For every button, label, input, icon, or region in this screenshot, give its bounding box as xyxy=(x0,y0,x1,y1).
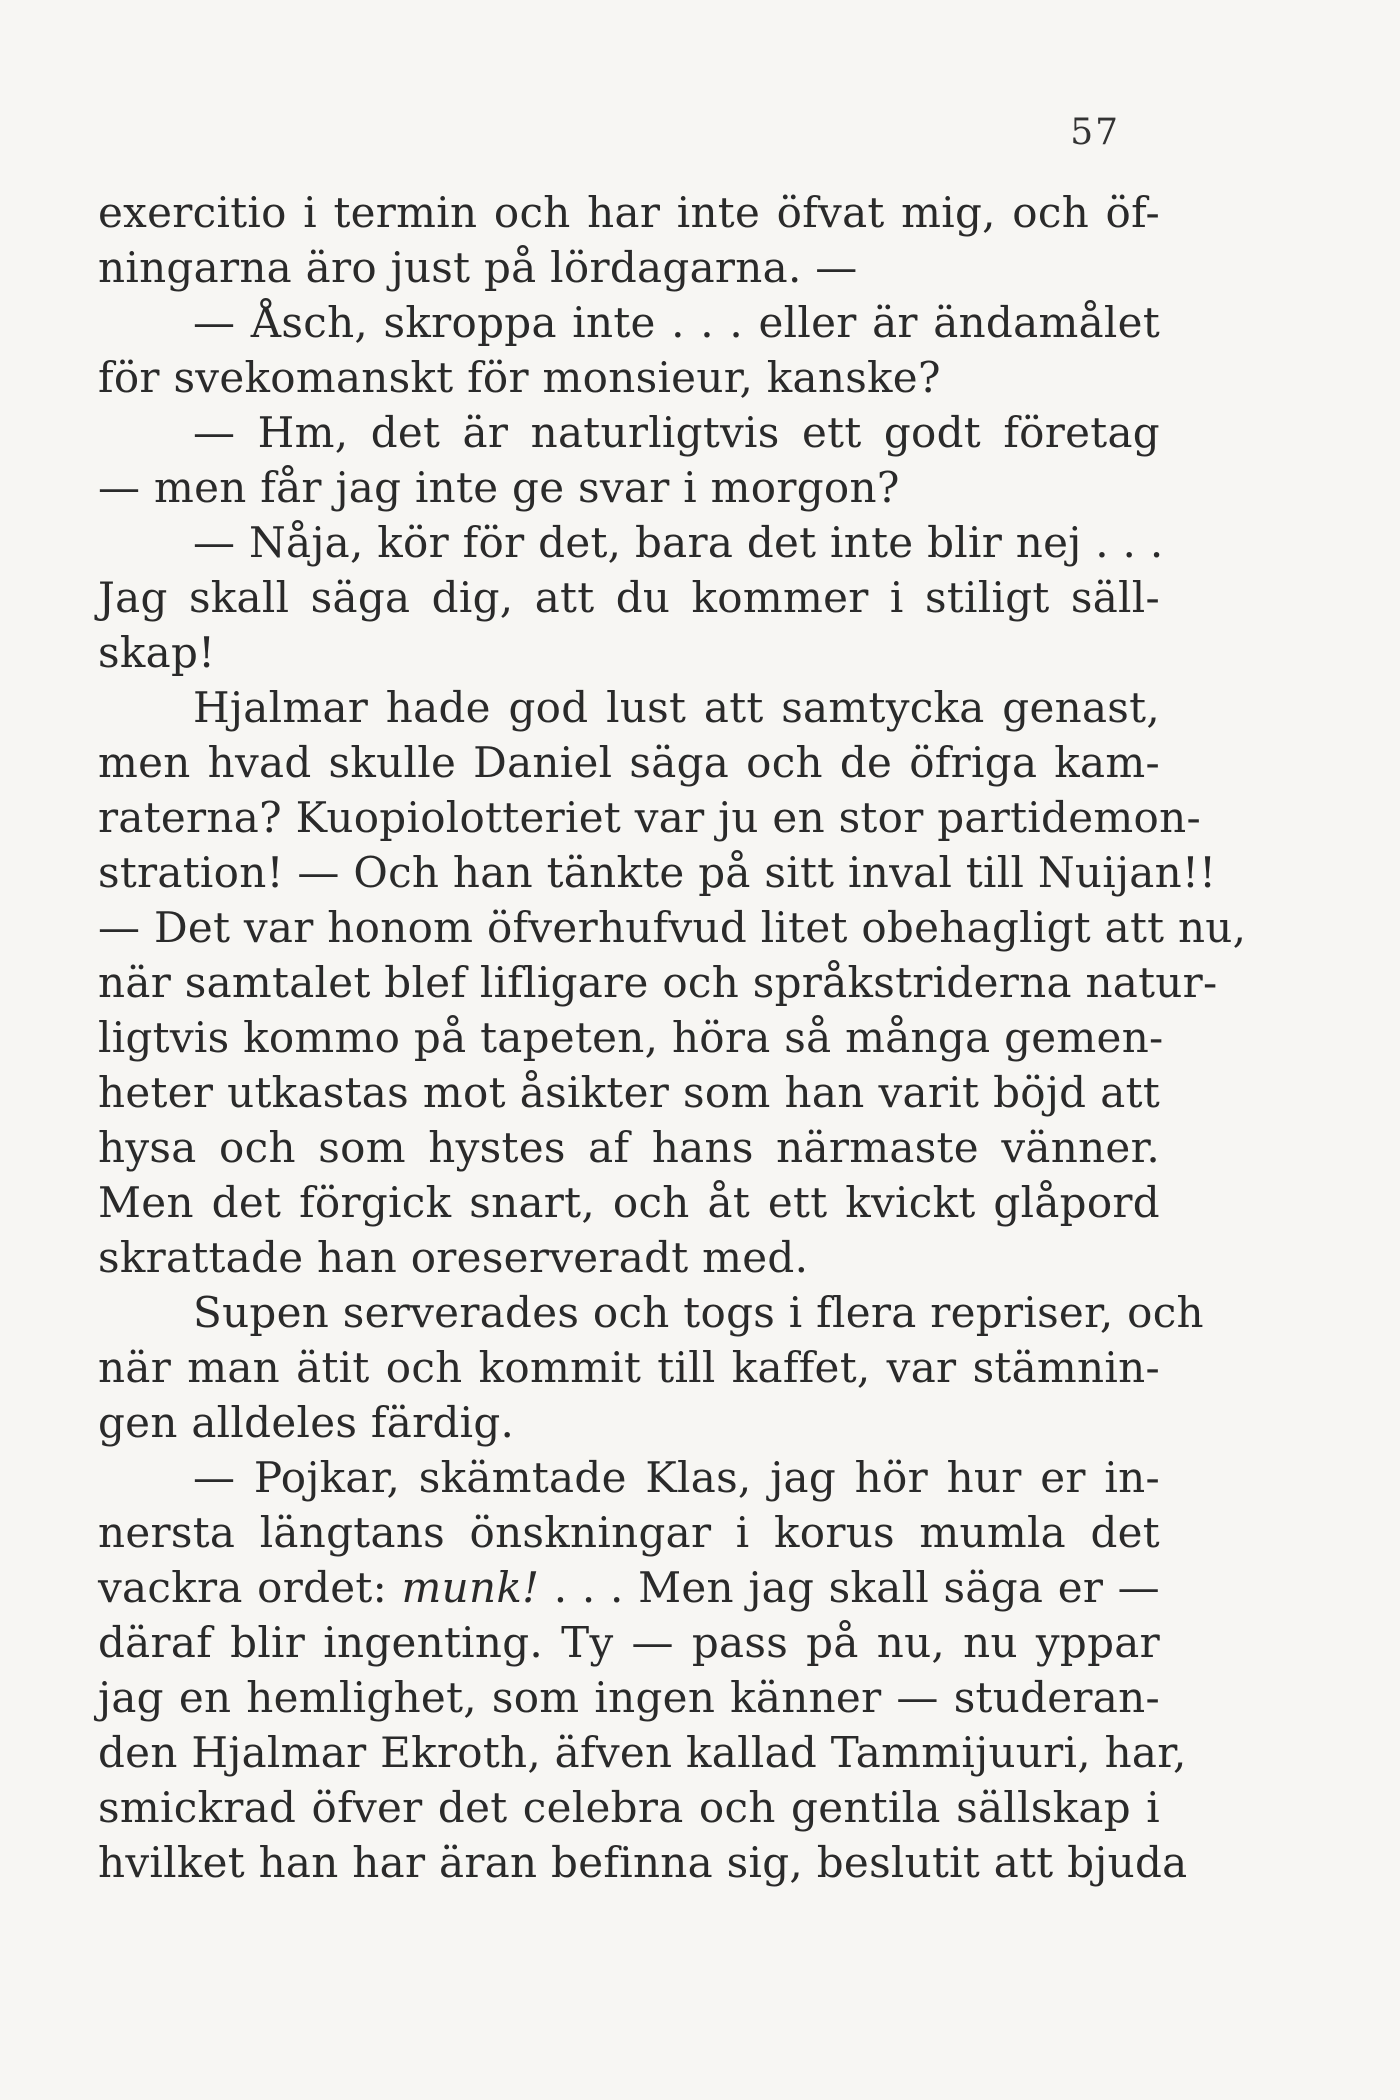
text-line: för svekomanskt för monsieur, kanske? xyxy=(98,353,941,402)
text-line: heter utkastas mot åsikter som han varit böjd att xyxy=(98,1068,1160,1117)
text-line: gen alldeles färdig. xyxy=(98,1398,515,1447)
text-line: ligtvis kommo på tapeten, höra så många gemen- xyxy=(98,1013,1164,1062)
text-line: stration! — Och han tänkte på sitt inval till Nuijan!! xyxy=(98,848,1217,897)
text-line: exercitio i termin och har inte öfvat mig, och öf- xyxy=(98,188,1160,237)
text-line: nersta längtans önskningar i korus mumla det xyxy=(98,1508,1160,1557)
text-line: — Nåja, kör för det, bara det inte blir nej . . . xyxy=(193,518,1164,567)
text-line: däraf blir ingenting. Ty — pass på nu, nu yppar xyxy=(98,1618,1160,1667)
text-line: Jag skall säga dig, att du kommer i stiligt säll- xyxy=(98,573,1160,622)
text-segment: . . . Men jag skall säga er — xyxy=(539,1563,1160,1612)
text-line: — Hm, det är naturligtvis ett godt företag xyxy=(193,408,1160,457)
text-line: Hjalmar hade god lust att samtycka genast, xyxy=(193,683,1160,732)
text-segment: vackra ordet: xyxy=(98,1563,402,1612)
text-line: den Hjalmar Ekroth, äfven kallad Tammijuuri, har, xyxy=(98,1728,1187,1777)
text-line: skrattade han oreserveradt med. xyxy=(98,1233,809,1282)
italic-word: munk! xyxy=(401,1563,540,1612)
body-text xyxy=(98,185,1247,1890)
text-line: hvilket han har äran befinna sig, beslutit att bjuda xyxy=(98,1838,1188,1887)
text-line: ningarna äro just på lördagarna. — xyxy=(98,243,858,292)
text-line: raterna? Kuopiolotteriet var ju en stor partidemon- xyxy=(98,793,1201,842)
text-line: Supen serverades och togs i flera repriser, och xyxy=(193,1288,1204,1337)
page-number: 57 xyxy=(1070,112,1120,153)
text-line: — men får jag inte ge svar i morgon? xyxy=(98,463,900,512)
text-line: — Det var honom öfverhufvud litet obehagligt att nu, xyxy=(98,903,1247,952)
text-line: — Åsch, skroppa inte . . . eller är ändamålet xyxy=(193,298,1160,347)
text-line xyxy=(98,1560,1160,1615)
text-line: hysa och som hystes af hans närmaste vänner. xyxy=(98,1123,1160,1172)
text-line: när man ätit och kommit till kaffet, var stämnin- xyxy=(98,1343,1160,1392)
text-line: när samtalet blef lifligare och språkstriderna natur- xyxy=(98,958,1218,1007)
text-line: jag en hemlighet, som ingen känner — studeran- xyxy=(98,1673,1160,1722)
text-line: smickrad öfver det celebra och gentila sällskap i xyxy=(98,1783,1160,1832)
text-line: — Pojkar, skämtade Klas, jag hör hur er in- xyxy=(193,1453,1160,1502)
text-line: men hvad skulle Daniel säga och de öfriga kam- xyxy=(98,738,1160,787)
text-line: skap! xyxy=(98,628,216,677)
text-line: Men det förgick snart, och åt ett kvickt glåpord xyxy=(98,1178,1160,1227)
